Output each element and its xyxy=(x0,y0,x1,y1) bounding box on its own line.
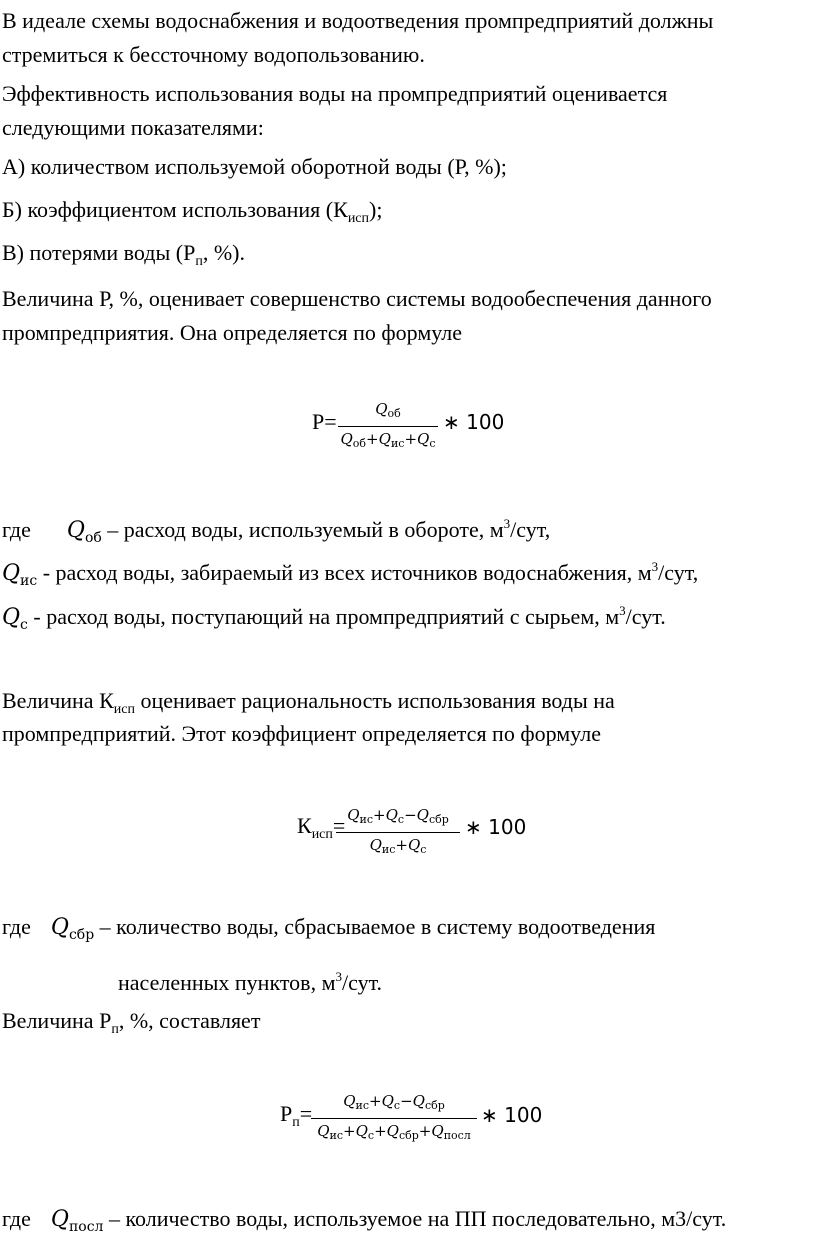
magnitude-line-2: промпредприятия. Она определяется по формуле xyxy=(2,320,463,345)
intro-line-2: стремиться к бессточному водопользованию. xyxy=(2,42,425,67)
item-b: Б) коэффициентом использования $(К_{исп})$; xyxy=(2,197,383,226)
variable-subscript: с xyxy=(420,843,427,856)
variable-q: Q xyxy=(375,400,388,418)
variable-subscript: сбр xyxy=(398,1129,419,1142)
formula-kisp-fraction xyxy=(336,804,460,861)
formula-kisp-multiplier: ∗ 100 xyxy=(465,815,527,839)
formula-kisp-denominator xyxy=(336,833,460,861)
formula-p-multiplier: ∗ 100 xyxy=(443,410,505,434)
variable-q: Q xyxy=(431,1122,444,1140)
where-q-posl: где $Q_{посл}$ – количество воды, используемое на ПП последовательно, м3/сут. xyxy=(2,1206,727,1235)
variable-q: Q xyxy=(378,430,391,448)
operator: + xyxy=(343,1122,356,1140)
variable-subscript: ис xyxy=(381,843,396,856)
variable-subscript: ис xyxy=(359,813,374,826)
variable-subscript: сбр xyxy=(428,813,449,826)
variable-subscript: об xyxy=(387,407,401,420)
where-q-sbr-cont: населенных пунктов, $м^3$/сут. xyxy=(118,969,383,995)
variable-subscript: с xyxy=(397,813,405,826)
operator: − xyxy=(404,806,417,824)
formula-p-lhs: Р= xyxy=(312,409,337,434)
efficiency-line-2: следующими показателями: xyxy=(2,115,264,140)
variable-subscript: ис xyxy=(329,1129,344,1142)
pp-line: Величина $Р_п$, %, составляет xyxy=(2,1008,261,1037)
variable-subscript: с xyxy=(393,1099,401,1112)
item-a: А) количеством используемой оборотной воды (Р, %); xyxy=(2,154,507,179)
variable-q: Q xyxy=(417,430,430,448)
variable-subscript: посл xyxy=(443,1129,471,1142)
kisp-line-2: промпредприятий. Этот коэффициент определяется по формуле xyxy=(2,721,601,746)
formula-p-numerator xyxy=(338,398,438,427)
operator: + xyxy=(404,430,418,448)
variable-q: Q xyxy=(386,1122,399,1140)
item-c: В) потерями воды ($Р_п$, %). xyxy=(2,240,245,269)
formula-kisp-numerator xyxy=(336,804,460,833)
operator: + xyxy=(395,836,408,854)
variable-subscript: с xyxy=(429,437,436,450)
formula-pp-lhs: $Р_п=$ xyxy=(280,1101,313,1130)
intro-line-1: В идеале схемы водоснабжения и водоотведения промпредприятий должны xyxy=(2,8,714,33)
variable-q: Q xyxy=(317,1122,330,1140)
variable-subscript: об xyxy=(352,437,367,450)
variable-subscript: ис xyxy=(355,1099,370,1112)
operator: + xyxy=(374,1122,387,1140)
variable-q: Q xyxy=(355,1122,368,1140)
variable-q: Q xyxy=(385,806,398,824)
formula-pp-numerator xyxy=(311,1090,477,1119)
variable-subscript: ис xyxy=(390,437,405,450)
formula-pp-denominator xyxy=(311,1119,477,1147)
formula-pp-fraction xyxy=(311,1090,477,1147)
where-label: где xyxy=(2,1206,31,1231)
variable-q: Q xyxy=(347,806,360,824)
where-q-is: $Q_{ис}$ - расход воды, забираемый из всех источников водоснабжения, $м^3$/сут, xyxy=(2,559,699,589)
operator: + xyxy=(366,430,379,448)
magnitude-line-1: Величина Р, %, оценивает совершенство системы водообеспечения данного xyxy=(2,286,712,311)
where-q-ob: где $Q_{об}$ – расход воды, используемый в обороте, $м^3$/сут, xyxy=(2,516,551,546)
where-label: где xyxy=(2,914,31,939)
formula-p-fraction xyxy=(338,398,438,455)
formula-kisp-lhs: $К_{исп}=$ xyxy=(297,813,346,842)
where-label: где xyxy=(2,517,31,542)
variable-q: Q xyxy=(340,430,353,448)
variable-q: Q xyxy=(381,1092,394,1110)
efficiency-line-1: Эффективность использования воды на промпредприятий оценивается xyxy=(2,81,668,106)
formula-p-denominator xyxy=(338,427,438,455)
variable-q: Q xyxy=(369,836,382,854)
variable-q: Q xyxy=(412,1092,425,1110)
variable-subscript: с xyxy=(367,1129,375,1142)
variable-q: Q xyxy=(407,836,421,854)
variable-q: Q xyxy=(343,1092,356,1110)
variable-q: Q xyxy=(416,806,429,824)
operator: + xyxy=(373,806,386,824)
variable-subscript: сбр xyxy=(424,1099,445,1112)
where-q-sbr: где $Q_{сбр}$ – количество воды, сбрасываемое в систему водоотведения xyxy=(2,914,656,943)
formula-pp-multiplier: ∗ 100 xyxy=(481,1103,543,1127)
operator: − xyxy=(400,1092,413,1110)
operator: + xyxy=(418,1122,432,1140)
kisp-line-1: Величина $К_{исп}$ оценивает рациональность использования воды на xyxy=(2,688,615,717)
where-q-s: $Q_с$ - расход воды, поступающий на промпредприятий с сырьем, $м^3$/сут. xyxy=(2,603,666,633)
operator: + xyxy=(369,1092,382,1110)
